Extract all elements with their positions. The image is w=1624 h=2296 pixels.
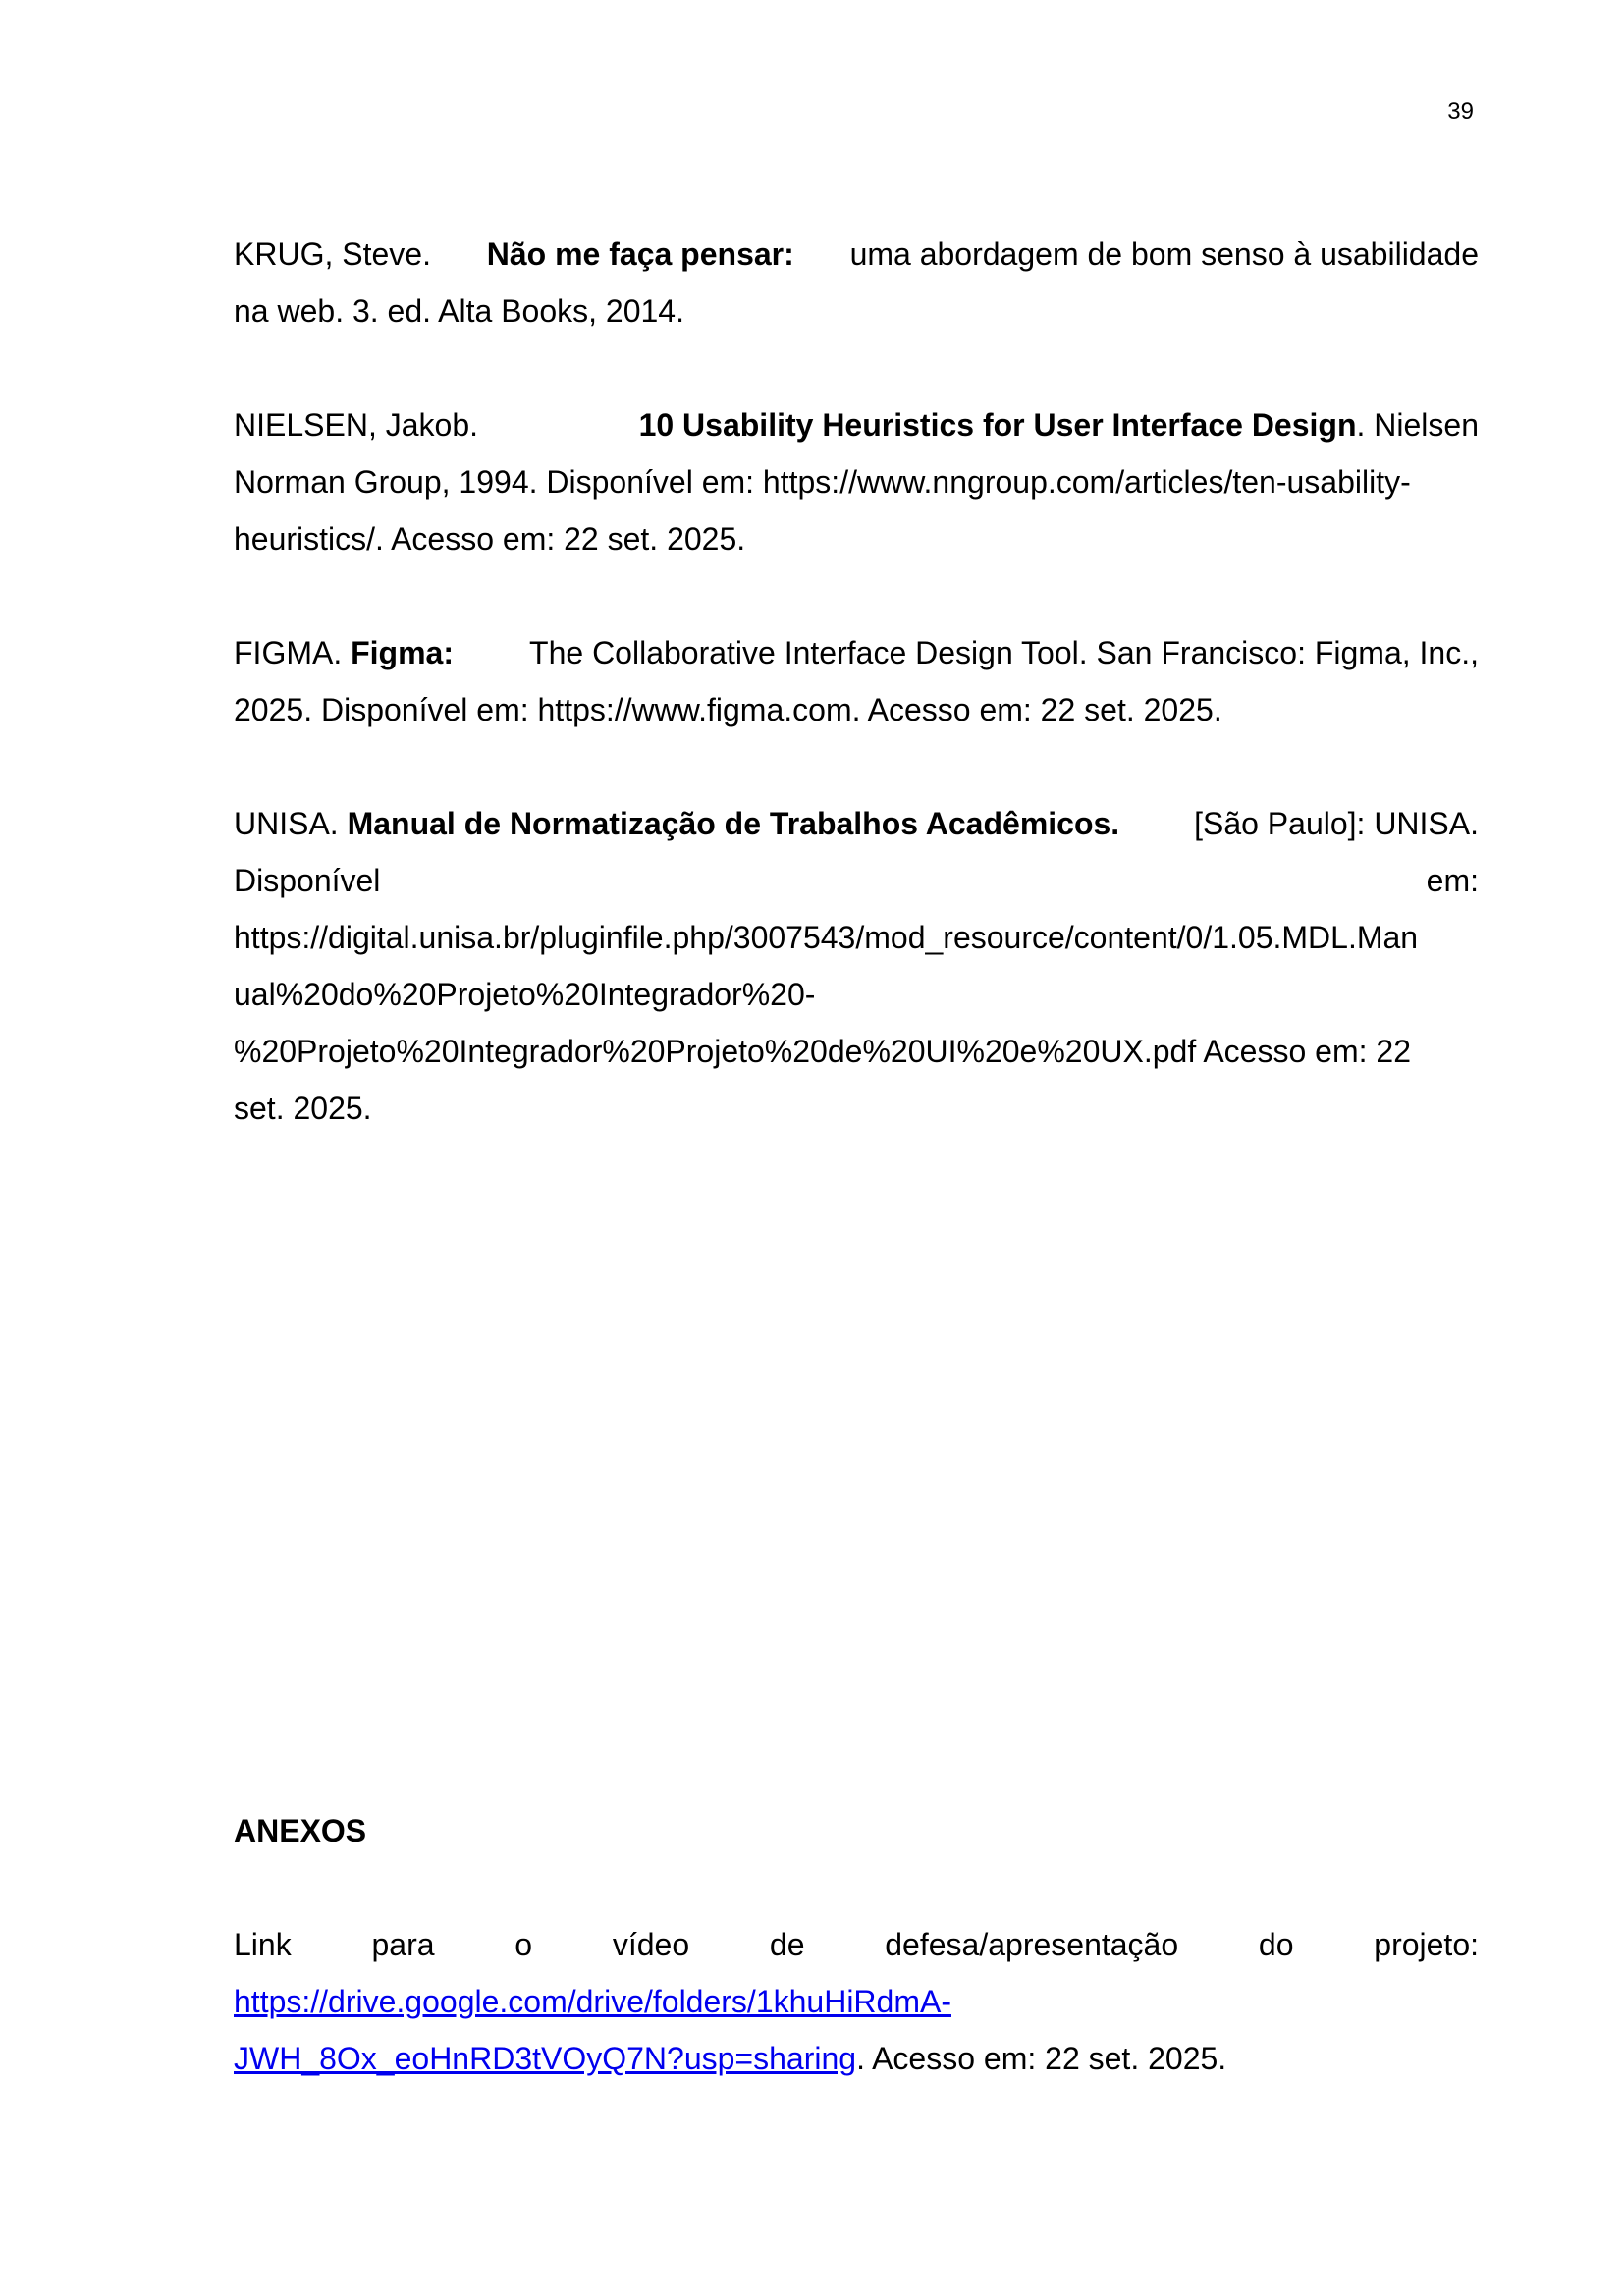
annexes-word: o bbox=[514, 1927, 533, 1962]
reference-unisa-rest: [São Paulo]: UNISA. bbox=[1194, 806, 1479, 841]
reference-nielsen-author: NIELSEN, Jakob. bbox=[234, 407, 478, 443]
reference-figma bbox=[234, 624, 1479, 738]
reference-nielsen-rest: . Nielsen bbox=[1356, 407, 1479, 443]
annexes-word: do bbox=[1258, 1927, 1294, 1962]
annexes-word: de bbox=[769, 1927, 805, 1962]
reference-unisa-line-3: https://digital.unisa.br/pluginfile.php/3007543/mod_resource/content/0/1.05.MDL.Man bbox=[234, 920, 1419, 955]
annexes-word: defesa/apresentação bbox=[885, 1927, 1179, 1962]
annexes-paragraph bbox=[234, 1916, 1479, 2087]
reference-unisa-line-1 bbox=[234, 795, 1479, 852]
reference-figma-line-2: 2025. Disponível em: https://www.figma.com. Acesso em: 22 set. 2025. bbox=[234, 692, 1222, 727]
reference-unisa-line-6: set. 2025. bbox=[234, 1091, 372, 1126]
reference-krug bbox=[234, 226, 1479, 340]
reference-unisa-em: em: bbox=[1426, 863, 1479, 898]
annexes-word: projeto: bbox=[1374, 1927, 1479, 1962]
reference-unisa-available: Disponível bbox=[234, 863, 381, 898]
reference-unisa-title: Manual de Normatização de Trabalhos Acadêmicos. bbox=[347, 806, 1120, 841]
reference-figma-author: FIGMA. bbox=[234, 635, 343, 670]
reference-nielsen-line-1 bbox=[234, 397, 1479, 454]
annexes-access: . Acesso em: 22 set. 2025. bbox=[856, 2041, 1227, 2076]
reference-nielsen bbox=[234, 397, 1479, 567]
annexes-line-2 bbox=[234, 1973, 1479, 2030]
page-number: 39 bbox=[1447, 98, 1474, 125]
annexes-word: vídeo bbox=[612, 1927, 690, 1962]
reference-krug-rest: uma abordagem de bom senso à usabilidade bbox=[849, 237, 1479, 272]
reference-unisa-line-2 bbox=[234, 852, 1479, 909]
reference-krug-author: KRUG, Steve. bbox=[234, 237, 431, 272]
reference-krug-title: Não me faça pensar: bbox=[486, 237, 794, 272]
reference-nielsen-line-2: Norman Group, 1994. Disponível em: https://www.nngroup.com/articles/ten-usability- bbox=[234, 464, 1411, 500]
annexes-line-3 bbox=[234, 2030, 1479, 2087]
reference-figma-title: Figma: bbox=[351, 635, 454, 670]
reference-nielsen-line-3: heuristics/. Acesso em: 22 set. 2025. bbox=[234, 521, 746, 557]
reference-figma-line-1 bbox=[234, 624, 1479, 681]
reference-unisa-line-4: ual%20do%20Projeto%20Integrador%20- bbox=[234, 977, 816, 1012]
reference-nielsen-title: 10 Usability Heuristics for User Interface Design bbox=[638, 407, 1357, 443]
reference-krug-line-1 bbox=[234, 226, 1479, 283]
video-link-part-2[interactable]: JWH_8Ox_eoHnRD3tVOyQ7N?usp=sharing bbox=[234, 2041, 857, 2076]
annexes-heading: ANEXOS bbox=[234, 1813, 367, 1848]
reference-krug-line-2: na web. 3. ed. Alta Books, 2014. bbox=[234, 294, 684, 329]
reference-unisa bbox=[234, 795, 1479, 1137]
reference-unisa-author: UNISA. bbox=[234, 806, 339, 841]
annexes-word: para bbox=[371, 1927, 435, 1962]
reference-figma-rest: The Collaborative Interface Design Tool. San Francisco: Figma, Inc., bbox=[529, 635, 1479, 670]
video-link-part-1[interactable]: https://drive.google.com/drive/folders/1khuHiRdmA- bbox=[234, 1984, 951, 2019]
annexes-line-1 bbox=[234, 1916, 1479, 1973]
annexes-word: Link bbox=[234, 1927, 292, 1962]
reference-unisa-line-5: %20Projeto%20Integrador%20Projeto%20de%20UI%20e%20UX.pdf Acesso em: 22 bbox=[234, 1034, 1411, 1069]
